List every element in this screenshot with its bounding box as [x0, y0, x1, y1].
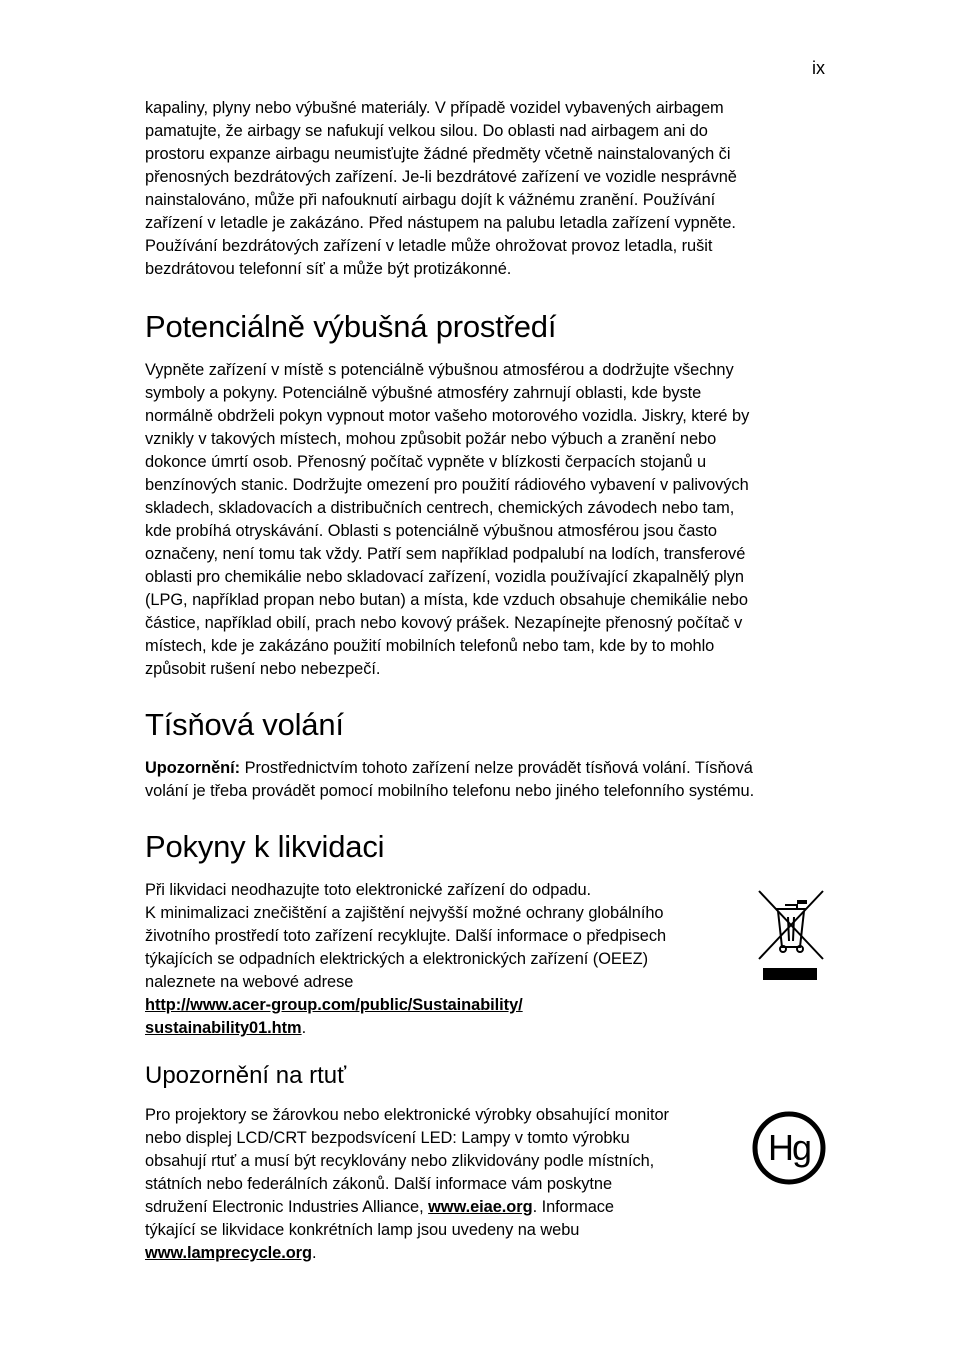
intro-paragraph: kapaliny, plyny nebo výbušné materiály. V případě vozidel vybavených airbagem pamatujte, že airbagy se nafukují velkou silou. Do oblasti nad airbagem ani do prostoru expanze airbagu neumisťujte žádné předměty včetně nainstalovaných či přenosných bezdrátových zařízení. Je-li bezdrátové zařízení ve vozidle nesprávně nainstalováno, může při nafouknutí airbagu dojít k vážnému zranění. Používání zařízení v letadle je zakázáno. Před nástupem na palubu letadla zařízení vypněte. Používání bezdrátových zařízení v letadle může ohrožovat provoz letadla, rušit bezdrátovou telefonní síť a může být protizákonné.	[145, 99, 737, 278]
eiae-link[interactable]: www.eiae.org	[428, 1198, 533, 1216]
section-heading-disposal: Pokyny k likvidaci	[145, 829, 385, 864]
warning-label: Upozornění:	[145, 759, 241, 777]
lamprecycle-link[interactable]: www.lamprecycle.org	[145, 1244, 312, 1262]
hg-mercury-icon	[751, 1110, 827, 1265]
section-heading-emergency: Tísňová volání	[145, 707, 344, 742]
disposal-paragraph: Při likvidaci neodhazujte toto elektronické zařízení do odpadu. K minimalizaci znečištění a zajištění nejvyšší možné ochrany globálního životního prostředí toto zařízení recyklujte. Další informace o předpisech týkajících se odpadních elektrických a elektronických zařízení (OEEZ) naleznete na webové adrese http://www.acer-group.com/public/Sustainability/ sustainability01.htm.	[145, 881, 667, 1037]
mercury-paragraph: Pro projektory se žárovkou nebo elektronické výrobky obsahující monitor nebo displej LCD/CRT bezpodsvícení LED: Lampy v tomto výrobku obsahují rtuť a musí být recyklovány nebo zlikvidovány podle místních, státních nebo federálních zákonů. Další informace vám poskytne sdružení Electronic Industries Alliance, www.eiae.org. Informace týkající se likvidace konkrétních lamp jsou uvedeny na webu www.lamprecycle.org.	[145, 1106, 669, 1262]
page-content	[145, 97, 835, 1265]
sustainability-link[interactable]: http://www.acer-group.com/public/Sustainability/ sustainability01.htm	[145, 996, 523, 1037]
emergency-paragraph: Upozornění: Prostřednictvím tohoto zařízení nelze provádět tísňová volání. Tísňová volání je třeba provádět pomocí mobilního telefonu nebo jiného telefonního systému.	[145, 759, 755, 800]
mercury-block	[145, 1104, 835, 1265]
section-heading-explosive: Potenciálně výbušná prostředí	[145, 309, 557, 344]
page-number: ix	[812, 58, 825, 78]
explosive-paragraph: Vypněte zařízení v místě s potenciálně výbušnou atmosférou a dodržujte všechny symboly a pokyny. Potenciálně výbušné atmosféry zahrnují oblasti, kde byste normálně obdrželi pokyn vypnout motor vašeho motorového vozidla. Jiskry, které by vznikly v takových místech, mohou způsobit požár nebo výbuch a zranění nebo dokonce úmrtí osob. Přenosný počítač vypněte v blízkosti čerpacích stojanů u benzínových stanic. Dodržujte omezení pro použití rádiového vybavení v palivových skladech, skladovacích a distribučních centrech, chemických závodech nebo tam, kde probíhá otryskávání. Oblasti s potenciálně výbušnou atmosférou jsou často označeny, není tomu tak vždy. Patří sem například podpalubí na lodích, transferové oblasti pro chemikálie nebo skladovací zařízení, vozidla používající zkapalnělý plyn (LPG, například propan nebo butan) a místa, kde vzduch obsahuje chemikálie nebo částice, například obilí, prach nebo kovový prášek. Nezapínejte přenosný počítač v místech, kde je zakázáno použití mobilních telefonů nebo tam, kde by to mohlo způsobit rušení nebo nebezpečí.	[145, 361, 750, 678]
section-heading-mercury: Upozornění na rtuť	[145, 1062, 347, 1089]
weee-crossed-bin-icon	[755, 887, 827, 1040]
hg-symbol-text: Hg	[767, 1127, 811, 1168]
disposal-block	[145, 879, 835, 1040]
